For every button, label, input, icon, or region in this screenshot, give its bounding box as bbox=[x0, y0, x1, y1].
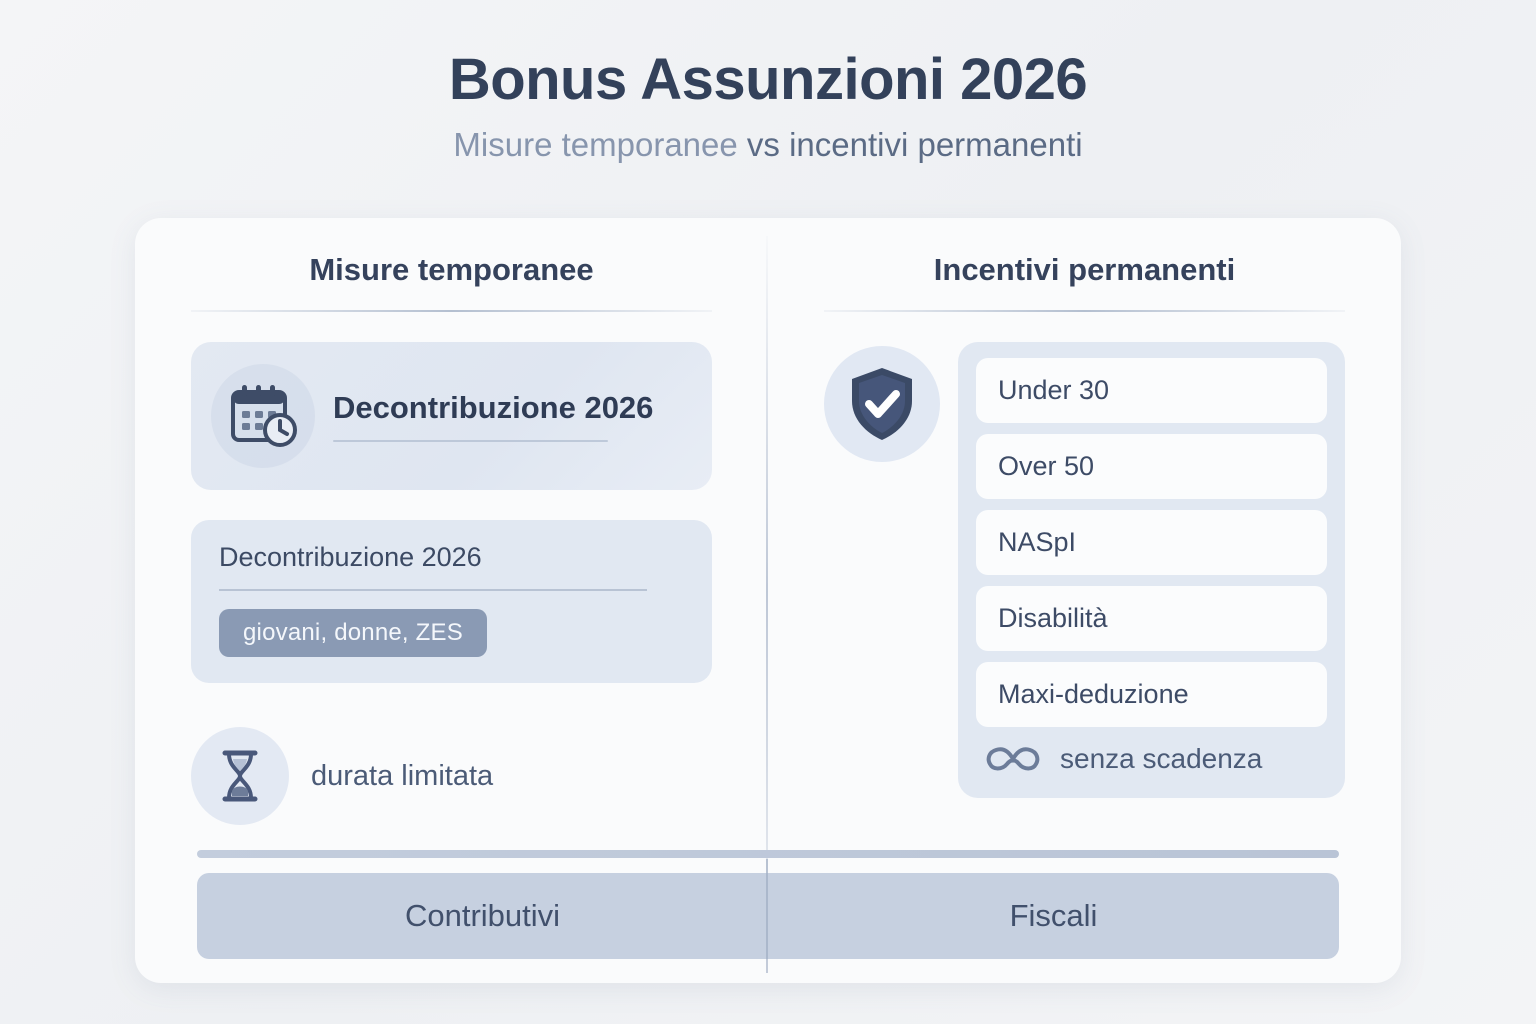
comparison-board bbox=[135, 218, 1401, 983]
page-subtitle bbox=[0, 126, 1536, 164]
columns-wrapper bbox=[135, 218, 1401, 838]
column-permanent-heading: Incentivi permanenti bbox=[933, 252, 1236, 287]
infinity-icon bbox=[982, 742, 1044, 776]
duration-note bbox=[191, 727, 712, 825]
decontribuzione-secondary-title: Decontribuzione 2026 bbox=[219, 542, 482, 572]
subtitle-vs: vs bbox=[746, 125, 780, 163]
decontribuzione-primary-underline bbox=[333, 440, 608, 442]
decontribuzione-secondary-divider bbox=[219, 589, 647, 591]
list-item[interactable]: Maxi-deduzione bbox=[976, 662, 1327, 727]
column-permanent bbox=[768, 218, 1401, 838]
hourglass-icon bbox=[191, 727, 289, 825]
decontribuzione-secondary-card[interactable] bbox=[191, 520, 712, 683]
decontribuzione-primary-card[interactable] bbox=[191, 342, 712, 490]
column-temporary-heading: Misure temporanee bbox=[309, 252, 594, 287]
decontribuzione-primary-title: Decontribuzione 2026 bbox=[333, 389, 654, 425]
subtitle-permanent: incentivi permanenti bbox=[789, 125, 1083, 163]
permanent-incentives-list bbox=[958, 342, 1345, 798]
header bbox=[0, 0, 1536, 164]
no-expiry-text: senza scadenza bbox=[1060, 743, 1263, 774]
bottom-label-contributivi[interactable]: Contributivi bbox=[197, 873, 768, 959]
list-item[interactable]: Under 30 bbox=[976, 358, 1327, 423]
column-temporary bbox=[135, 218, 768, 838]
shield-check-icon bbox=[824, 346, 940, 462]
page-title: Bonus Assunzioni 2026 bbox=[448, 47, 1088, 112]
bottom-category-bar bbox=[197, 873, 1339, 959]
column-permanent-divider bbox=[824, 310, 1345, 312]
permanent-content bbox=[824, 342, 1345, 798]
column-temporary-divider bbox=[191, 310, 712, 312]
target-groups-tag: giovani, donne, ZES bbox=[219, 609, 487, 657]
bottom-divider bbox=[197, 850, 1339, 858]
subtitle-temporary: Misure temporanee bbox=[453, 125, 738, 163]
list-item[interactable]: NASpI bbox=[976, 510, 1327, 575]
duration-note-text: durata limitata bbox=[311, 759, 494, 792]
list-item[interactable]: Over 50 bbox=[976, 434, 1327, 499]
calendar-clock-icon bbox=[211, 364, 315, 468]
decontribuzione-primary-body bbox=[333, 390, 686, 443]
no-expiry-note bbox=[976, 738, 1327, 784]
bottom-label-fiscali[interactable]: Fiscali bbox=[1009, 898, 1098, 933]
list-item[interactable]: Disabilità bbox=[976, 586, 1327, 651]
